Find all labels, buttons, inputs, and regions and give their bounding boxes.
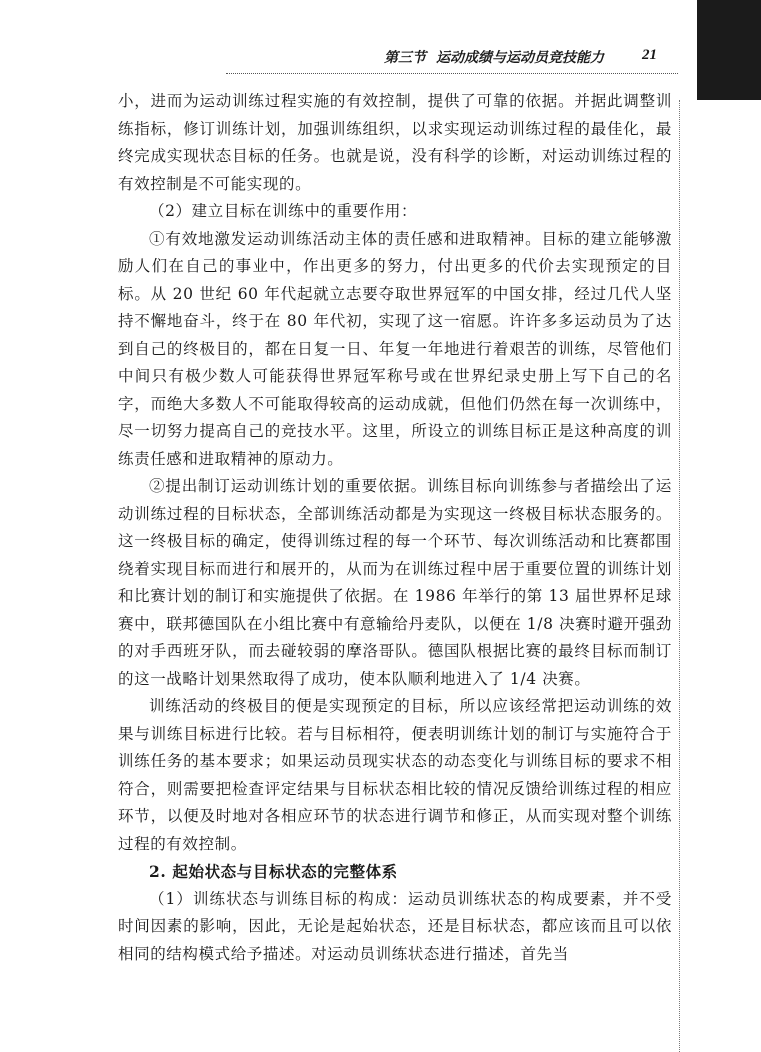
header-title: 运动成绩与运动员竞技能力 — [436, 50, 604, 66]
paragraph-point-1: ①有效地激发运动训练活动主体的责任感和进取精神。目标的建立能够激励人们在自己的事业中，作出更多的努力，付出更多的代价去实现预定的目标。从 20 世纪 60 年代起就立志要夺取世界冠军的中国女排，经过几代人坚持不懈地奋斗，终于在 80 年代初，实现了这一宿愿。许许多多运动员为了达到自己的终极目的，都在日复一日、年复一年地进行着艰苦的训练，尽管他们中间只有极少数人可能获得世界冠军称号或在世界纪录史册上写下自己的名字，而绝大多数人不可能取得较高的运动成就，但他们仍然在每一次训练中，尽一切努力提高自己的竞技水平。这里，所设立的训练目标正是这种高度的训练责任感和进取精神的原动力。 — [118, 229, 672, 468]
paragraph-state-structure: （1）训练状态与训练目标的构成：运动员训练状态的构成要素，并不受时间因素的影响，因此，无论是起始状态，还是目标状态，都应该而且可以依相同的结构模式给予描述。对运动员训练状态进行描述，首先当 — [118, 889, 672, 963]
running-header — [384, 47, 674, 69]
header-section: 第三节 — [384, 50, 426, 66]
page-corner-tab — [697, 0, 761, 100]
paragraph-point-2: ②提出制订运动训练计划的重要依据。训练目标向训练参与者描绘出了运动训练过程的目标状态，全部训练活动都是为实现这一终极目标状态服务的。这一终极目标的确定，使得训练过程的每一个环节、每次训练活动和比赛都围绕着实现目标而进行和展开的，从而为在训练过程中居于重要位置的训练计划和比赛计划的制订和实施提供了依据。在 1986 年举行的第 13 届世界杯足球赛中，联邦德国队在小组比赛中有意输给丹麦队，以便在 1/8 决赛时避开强劲的对手西班牙队，而去碰较弱的摩洛哥队。德国队根据比赛的最终目标而制订的这一战略计划果然取得了成功，使本队顺利地进入了 1/4 决赛。 — [118, 477, 672, 688]
body-text — [118, 88, 672, 968]
paragraph-continued: 小，进而为运动训练过程实施的有效控制，提供了可靠的依据。并据此调整训练指标，修订训练计划，加强训练组织，以求实现运动训练过程的最佳化，最终完成实现状态目标的任务。也就是说，没有科学的诊断，对运动训练过程的有效控制是不可能实现的。 — [118, 92, 672, 193]
page-number: 21 — [642, 47, 657, 63]
paragraph-comparison: 训练活动的终极目的便是实现预定的目标，所以应该经常把运动训练的效果与训练目标进行比较。若与目标相符，便表明训练计划的制订与实施符合于训练任务的基本要求；如果运动员现实状态的动态变化与训练目标的要求不相符合，则需要把检查评定结果与目标状态相比较的情况反馈给训练过程的相应环节，以便及时地对各相应环节的状态进行调节和修正，从而实现对整个训练过程的有效控制。 — [118, 697, 672, 853]
subheading-goal-role: （2）建立目标在训练中的重要作用： — [149, 202, 418, 220]
header-rule — [226, 73, 678, 74]
section-heading: 2. 起始状态与目标状态的完整体系 — [149, 862, 398, 881]
margin-rule — [679, 100, 680, 1052]
